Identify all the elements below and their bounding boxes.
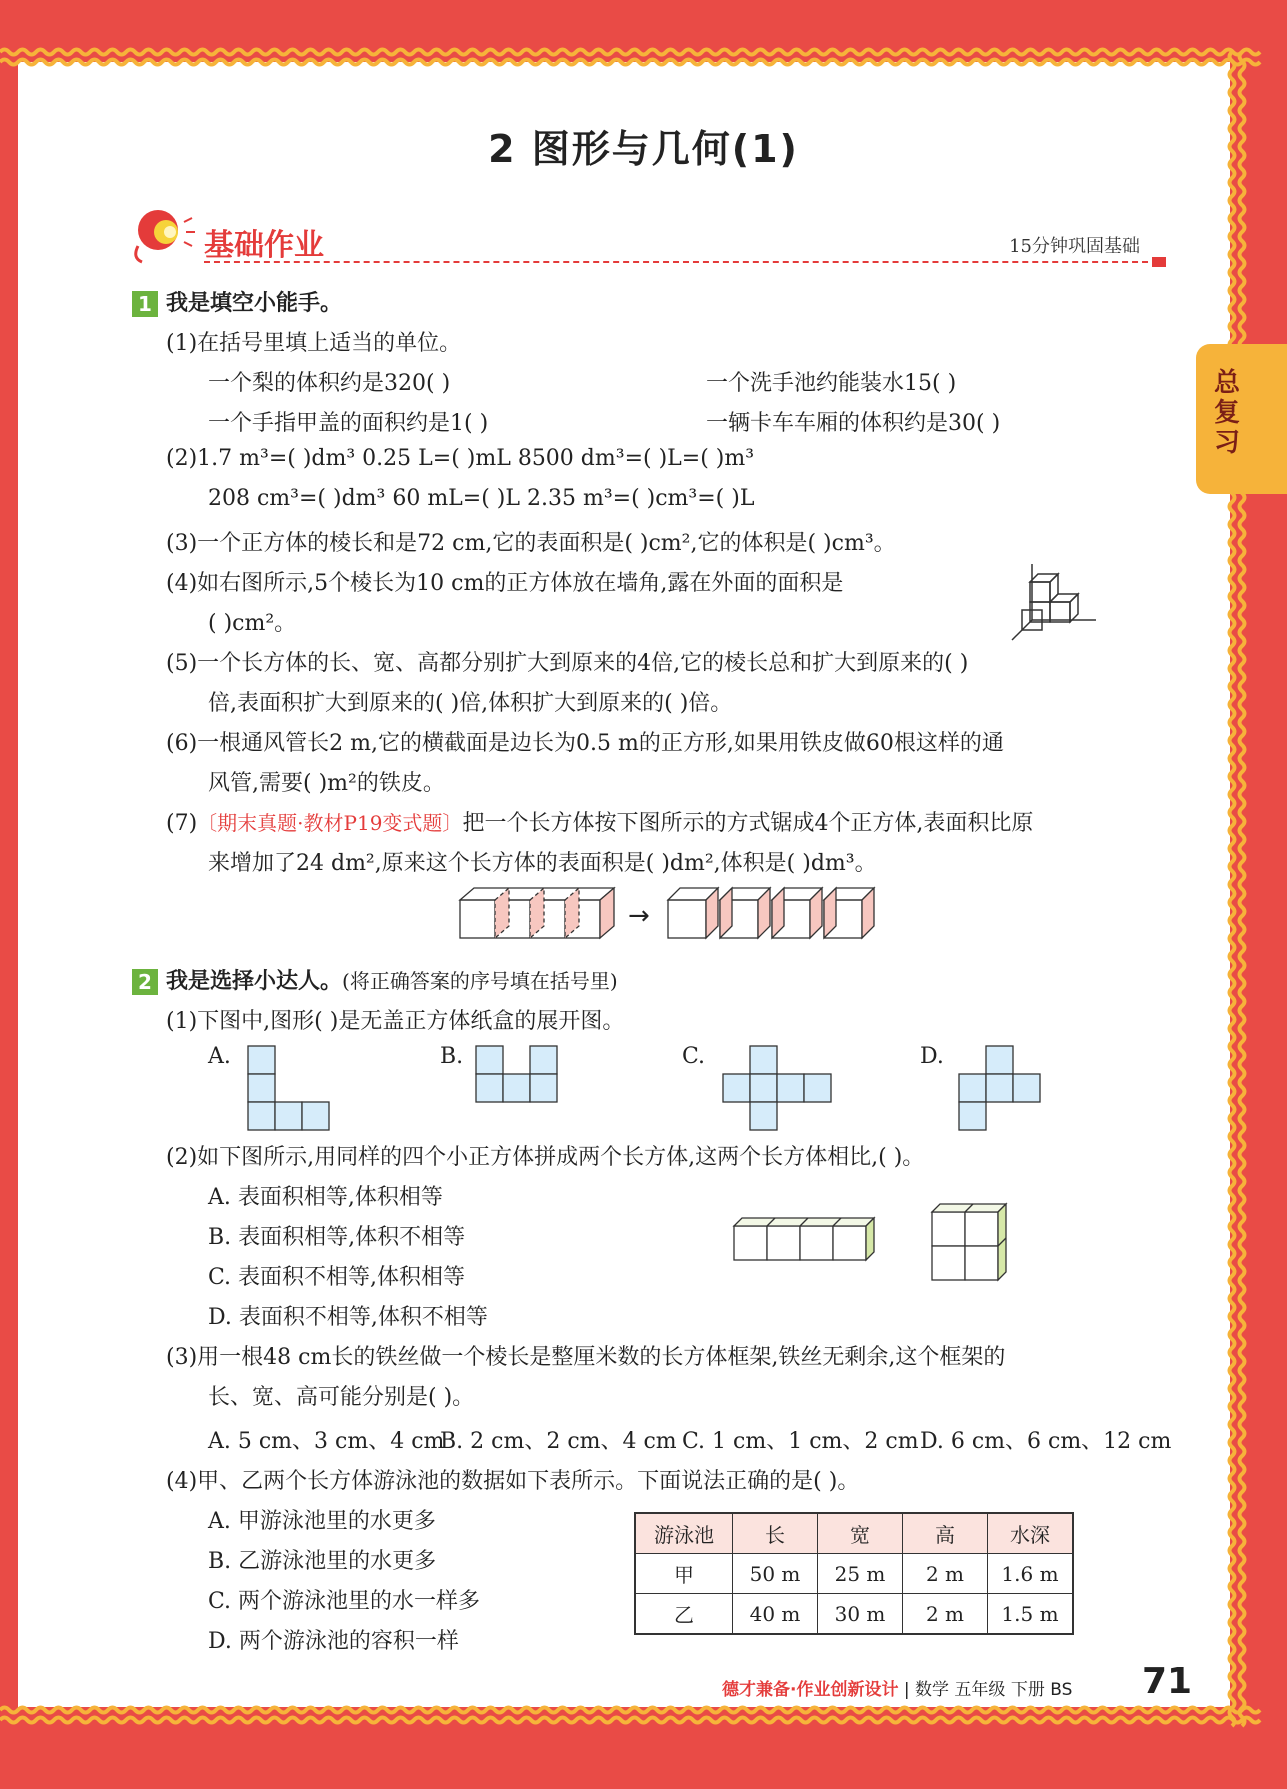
q1-part1-a: 一个梨的体积约是320( ) [208, 371, 451, 396]
table-cell: 2 m [903, 1554, 988, 1594]
q2-part3-option-c[interactable]: C. 1 cm、1 cm、2 cm [682, 1429, 919, 1454]
table-row [635, 1594, 1073, 1635]
table-header-cell: 长 [733, 1513, 818, 1554]
q2-part4: (4)甲、乙两个长方体游泳池的数据如下表所示。下面说法正确的是( )。 [166, 1469, 860, 1494]
table-cell: 甲 [635, 1554, 733, 1594]
q2-heading [132, 964, 618, 995]
table-cell: 1.5 m [988, 1594, 1074, 1635]
q1-part1-d: 一辆卡车车厢的体积约是30( ) [706, 411, 1001, 436]
corner-cubes-figure [1010, 562, 1100, 644]
q1-part2-line2: 208 cm³=( )dm³ 60 mL=( )L 2.35 m³=( )cm³=( )L [208, 486, 755, 511]
q1-part7-line1 [166, 806, 1033, 837]
q2-part4-option-a[interactable]: A. 甲游泳池里的水更多 [208, 1509, 436, 1534]
side-tab[interactable] [1196, 344, 1287, 494]
q1-part6-line2: 风管,需要( )m²的铁皮。 [208, 771, 445, 796]
table-cell: 1.6 m [988, 1554, 1074, 1594]
table-header-cell: 宽 [818, 1513, 903, 1554]
q1-part2-line1: (2)1.7 m³=( )dm³ 0.25 L=( )mL 8500 dm³=( )L=( )m³ [166, 446, 755, 471]
q1-heading [132, 286, 342, 317]
footer-brand: 德才兼备·作业创新设计 [722, 1680, 899, 1700]
section-divider [204, 261, 1158, 263]
table-header-cell: 游泳池 [635, 1513, 733, 1554]
q2-part4-option-b[interactable]: B. 乙游泳池里的水更多 [208, 1549, 437, 1574]
page-title: 2 图形与几何(1) [488, 127, 799, 171]
q1-part1-intro: (1)在括号里填上适当的单位。 [166, 331, 462, 356]
q2-part2-option-d[interactable]: D. 表面积不相等,体积不相等 [208, 1305, 488, 1330]
q2-part4-option-c[interactable]: C. 两个游泳池里的水一样多 [208, 1589, 481, 1614]
q1-heading-text: 我是填空小能手。 [166, 291, 343, 316]
q2-part1-option-d[interactable]: D. [920, 1044, 944, 1069]
q1-part5-line1: (5)一个长方体的长、宽、高都分别扩大到原来的4倍,它的棱长总和扩大到原来的( ) [166, 651, 969, 676]
q1-part1-b: 一个洗手池约能装水15( ) [706, 371, 957, 396]
table-cell: 25 m [818, 1554, 903, 1594]
q2-part3-line1: (3)用一根48 cm长的铁丝做一个棱长是整厘米数的长方体框架,铁丝无剩余,这个框架的 [166, 1345, 1006, 1370]
q1-number: 1 [132, 291, 158, 317]
q2-part2-option-b[interactable]: B. 表面积相等,体积不相等 [208, 1225, 466, 1250]
q2-part2: (2)如下图所示,用同样的四个小正方体拼成两个长方体,这两个长方体相比,( )。 [166, 1145, 925, 1170]
q1-part4-line1: (4)如右图所示,5个棱长为10 cm的正方体放在墙角,露在外面的面积是 [166, 571, 844, 596]
q2-part2-option-a[interactable]: A. 表面积相等,体积相等 [208, 1185, 443, 1210]
side-tab-label: 总复习 [1214, 368, 1241, 458]
table-header-cell: 水深 [988, 1513, 1074, 1554]
q2-part1: (1)下图中,图形( )是无盖正方体纸盒的展开图。 [166, 1009, 625, 1034]
two-cuboids-figure [730, 1198, 1030, 1318]
footer-text [722, 1675, 1072, 1700]
q2-part3-line2: 长、宽、高可能分别是( )。 [208, 1385, 475, 1410]
section-subtitle: 15分钟巩固基础 [1009, 236, 1140, 257]
pool-table [634, 1512, 1074, 1635]
q1-part4-line2: ( )cm²。 [208, 611, 297, 636]
q2-part3-option-a[interactable]: A. 5 cm、3 cm、4 cm [208, 1429, 445, 1454]
q1-part1-c: 一个手指甲盖的面积约是1( ) [208, 411, 489, 436]
cuboid-cut-figure [458, 884, 878, 942]
q2-part3-option-d[interactable]: D. 6 cm、6 cm、12 cm [920, 1429, 1172, 1454]
q1-part3: (3)一个正方体的棱长和是72 cm,它的表面积是( )cm²,它的体积是( )cm³。 [166, 531, 896, 556]
table-cell: 30 m [818, 1594, 903, 1635]
section-title: 基础作业 [204, 228, 324, 263]
four-cubes [668, 888, 874, 938]
q1-part7-source-tag: 〔期末真题·教材P19变式题〕 [197, 811, 463, 835]
table-cell: 乙 [635, 1594, 733, 1635]
divider-end [1152, 257, 1166, 267]
table-header-cell: 高 [903, 1513, 988, 1554]
table-row [635, 1554, 1073, 1594]
table-header-row [635, 1513, 1073, 1554]
table-cell: 2 m [903, 1594, 988, 1635]
cube-nets-figure [240, 1044, 1100, 1140]
q1-part6-line1: (6)一根通风管长2 m,它的横截面是边长为0.5 m的正方形,如果用铁皮做60根这样的通 [166, 731, 1004, 756]
q1-part5-line2: 倍,表面积扩大到原来的( )倍,体积扩大到原来的( )倍。 [208, 691, 733, 716]
q2-number: 2 [132, 969, 158, 995]
table-cell: 40 m [733, 1594, 818, 1635]
page-number: 71 [1142, 1661, 1193, 1702]
table-cell: 50 m [733, 1554, 818, 1594]
q2-part4-option-d[interactable]: D. 两个游泳池的容积一样 [208, 1629, 459, 1654]
q2-part1-option-c[interactable]: C. [682, 1044, 706, 1069]
q1-part7-text: 把一个长方体按下图所示的方式锯成4个正方体,表面积比原 [462, 811, 1034, 836]
section-header [132, 206, 1172, 266]
q2-part2-option-c[interactable]: C. 表面积不相等,体积相等 [208, 1265, 466, 1290]
q1-part7-prefix: (7) [166, 811, 198, 836]
q1-part7-line2: 来增加了24 dm²,原来这个长方体的表面积是( )dm²,体积是( )dm³。 [208, 851, 877, 876]
arrow-symbol: → [628, 901, 650, 931]
footer-info: | 数学 五年级 下册 BS [903, 1680, 1073, 1700]
q2-part1-option-a[interactable]: A. [208, 1044, 231, 1069]
q2-part3-option-b[interactable]: B. 2 cm、2 cm、4 cm [440, 1429, 677, 1454]
q2-heading-note: (将正确答案的序号填在括号里) [342, 969, 618, 993]
q2-part1-option-b[interactable]: B. [440, 1044, 464, 1069]
megaphone-icon [132, 206, 198, 266]
q2-heading-text: 我是选择小达人。 [166, 969, 343, 994]
